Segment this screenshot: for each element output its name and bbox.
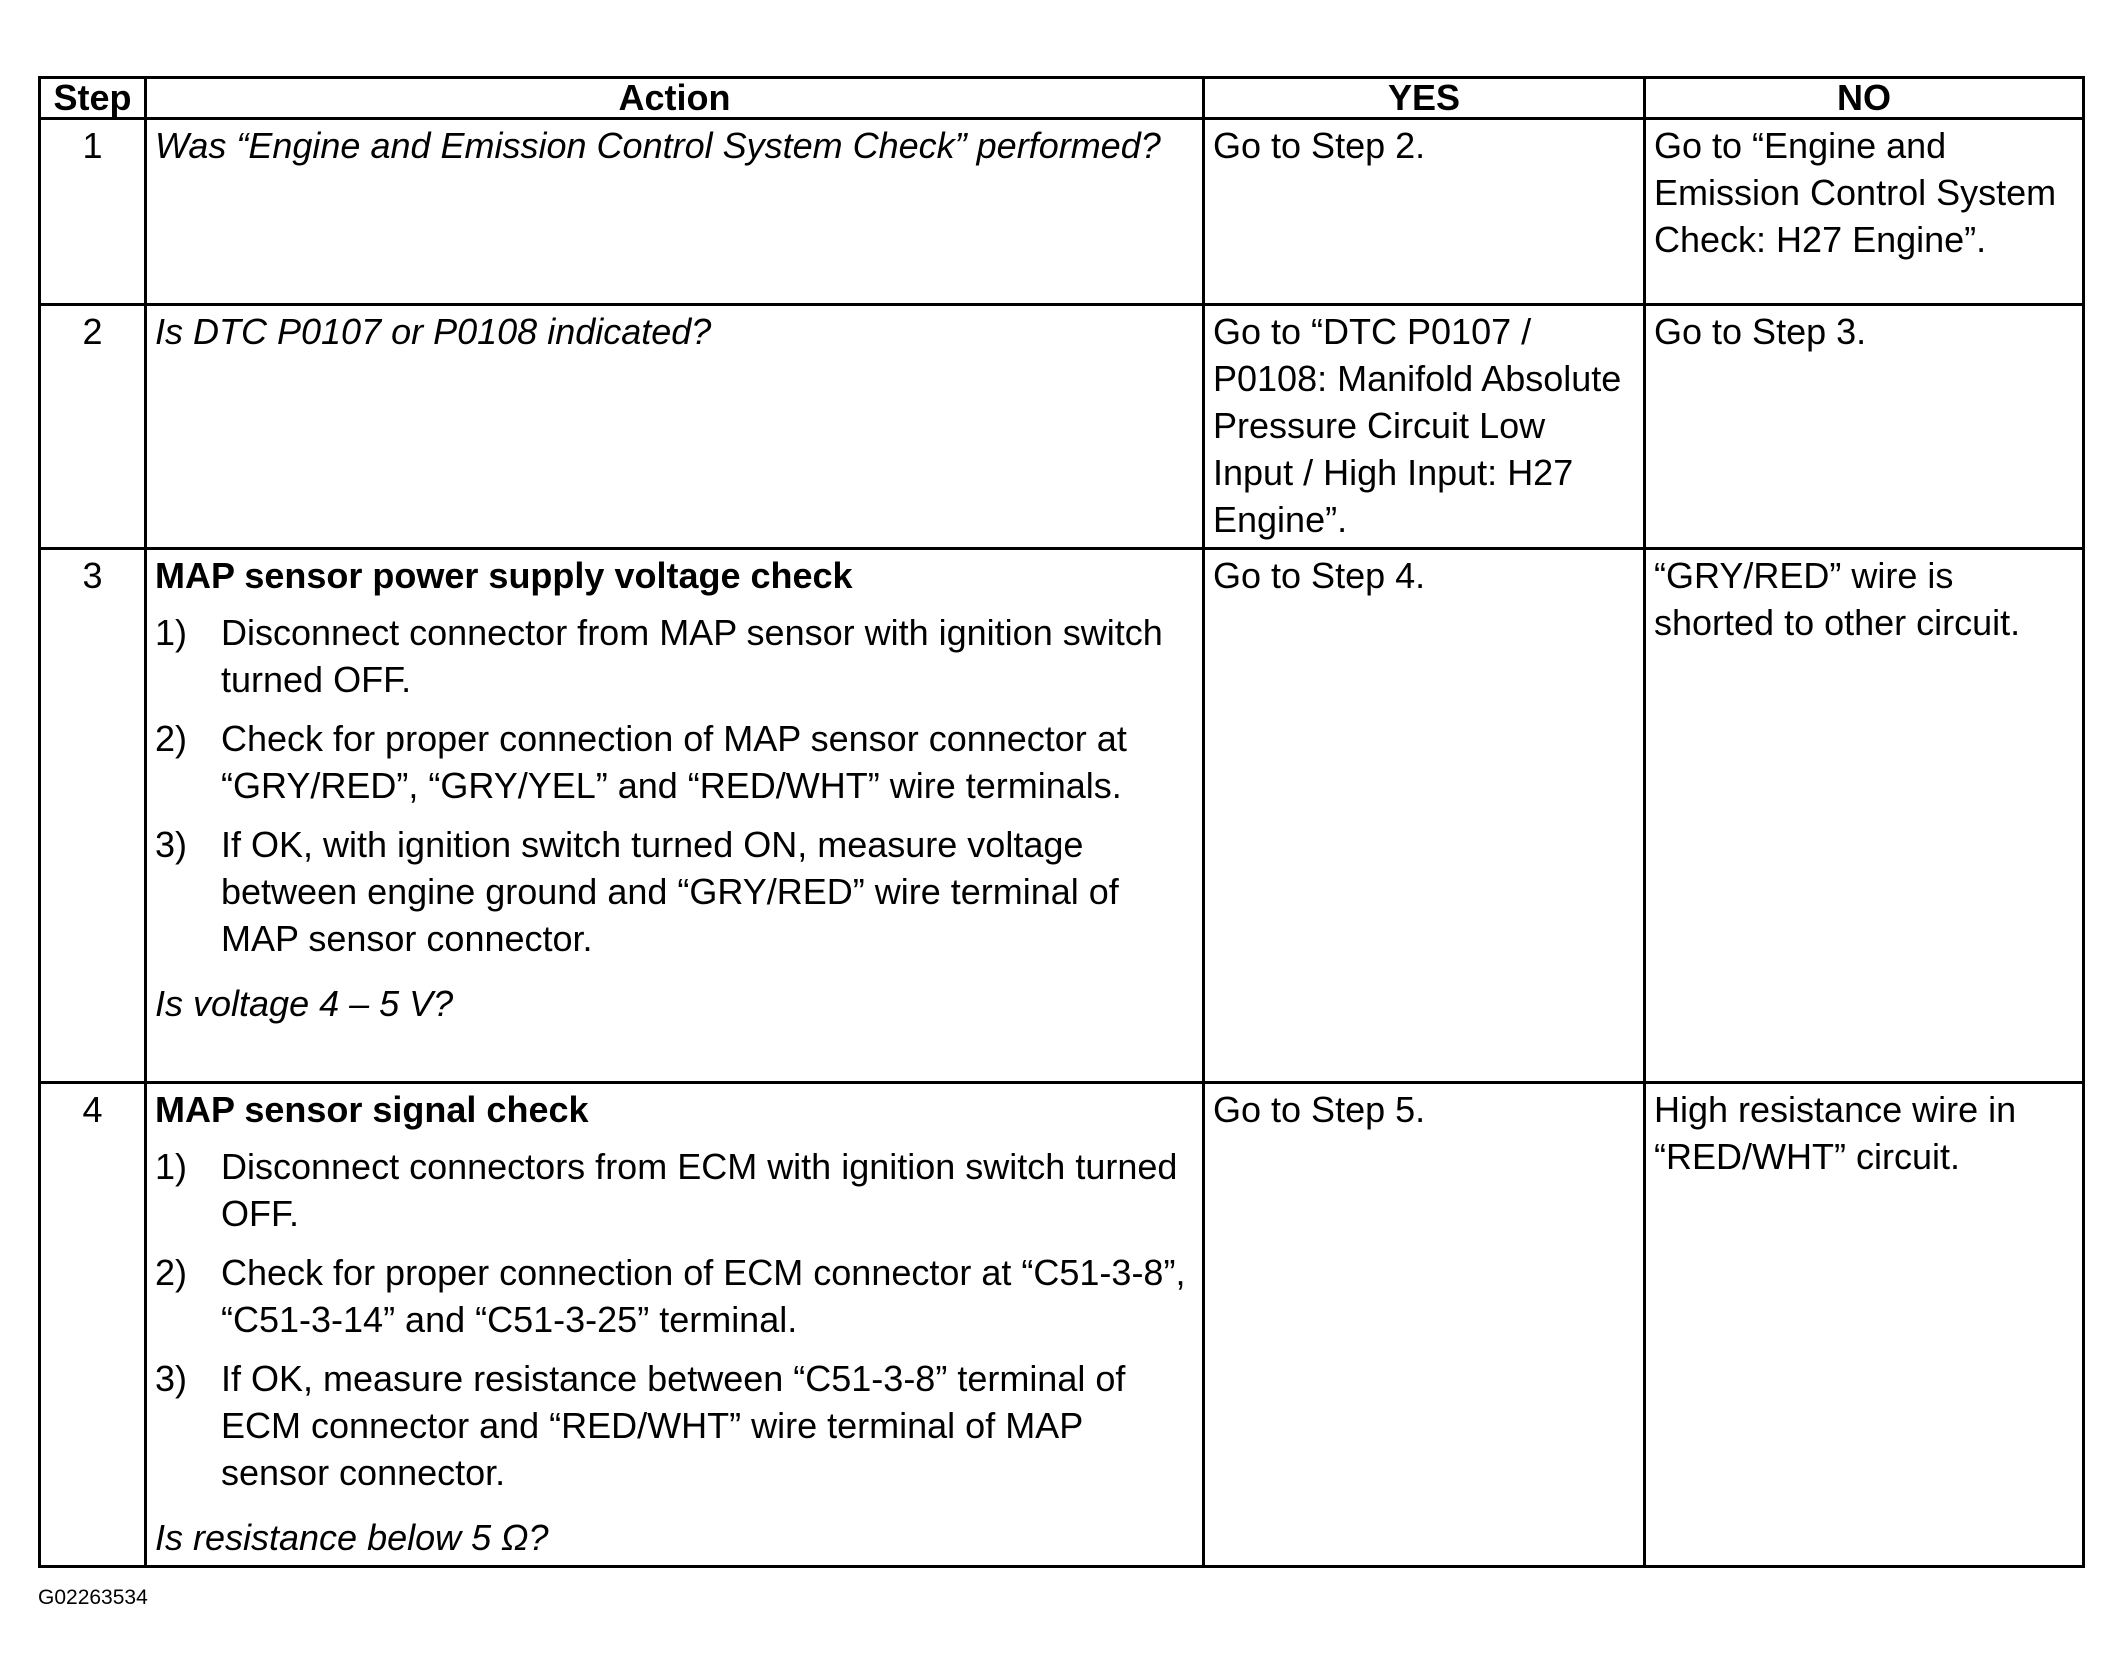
substep-number: 1) (155, 1146, 188, 1187)
table-row (40, 1083, 2084, 1567)
step-title: MAP sensor signal check (155, 1089, 589, 1130)
no-cell: Go to Step 3. (1645, 305, 2084, 549)
action-cell (146, 305, 1204, 549)
step-number: 1 (40, 119, 146, 305)
yes-cell: Go to Step 2. (1204, 119, 1645, 305)
substep-text: Disconnect connectors from ECM with ignition switch turned OFF. (221, 1146, 1178, 1234)
substep-number: 3) (155, 1358, 188, 1399)
action-question: Is resistance below 5 Ω? (155, 1517, 549, 1558)
action-question: Was “Engine and Emission Control System Check” performed? (155, 125, 1161, 166)
substep (155, 609, 1194, 703)
action-question: Is voltage 4 – 5 V? (155, 983, 454, 1024)
substep (155, 1355, 1194, 1496)
step-number: 3 (40, 549, 146, 1083)
table-row (40, 119, 2084, 305)
header-yes: YES (1204, 78, 1645, 119)
substep-text: If OK, measure resistance between “C51-3-8” terminal of ECM connector and “RED/WHT” wire terminal of MAP sensor connector. (221, 1358, 1126, 1493)
step-number: 2 (40, 305, 146, 549)
substep (155, 821, 1194, 962)
yes-cell: Go to Step 5. (1204, 1083, 1645, 1567)
substep-text: Check for proper connection of MAP sensor connector at “GRY/RED”, “GRY/YEL” and “RED/WHT” wire terminals. (221, 718, 1127, 806)
no-cell: Go to “Engine and Emission Control System Check: H27 Engine”. (1645, 119, 2084, 305)
yes-cell: Go to Step 4. (1204, 549, 1645, 1083)
substep (155, 1143, 1194, 1237)
action-cell (146, 1083, 1204, 1567)
substep-number: 1) (155, 612, 188, 653)
yes-cell: Go to “DTC P0107 / P0108: Manifold Absolute Pressure Circuit Low Input / High Input: H27 Engine”. (1204, 305, 1645, 549)
substep-number: 2) (155, 1252, 188, 1293)
action-question: Is DTC P0107 or P0108 indicated? (155, 311, 712, 352)
substep-number: 3) (155, 824, 188, 865)
action-cell (146, 549, 1204, 1083)
header-no: NO (1645, 78, 2084, 119)
substep (155, 1249, 1194, 1343)
substep-text: Disconnect connector from MAP sensor with ignition switch turned OFF. (221, 612, 1163, 700)
step-number: 4 (40, 1083, 146, 1567)
action-cell (146, 119, 1204, 305)
substep-text: If OK, with ignition switch turned ON, measure voltage between engine ground and “GRY/RED” wire terminal of MAP sensor connector. (221, 824, 1119, 959)
substep-number: 2) (155, 718, 188, 759)
substep-list (155, 1143, 1194, 1496)
table-row (40, 549, 2084, 1083)
header-step: Step (40, 78, 146, 119)
header-action: Action (146, 78, 1204, 119)
no-cell: “GRY/RED” wire is shorted to other circuit. (1645, 549, 2084, 1083)
no-cell: High resistance wire in “RED/WHT” circuit. (1645, 1083, 2084, 1567)
substep-list (155, 609, 1194, 962)
substep (155, 715, 1194, 809)
troubleshooting-table (38, 76, 2085, 1568)
table-header-row (40, 78, 2084, 119)
substep-text: Check for proper connection of ECM connector at “C51-3-8”, “C51-3-14” and “C51-3-25” terminal. (221, 1252, 1186, 1340)
figure-id-label: G02263534 (38, 1586, 148, 1609)
step-title: MAP sensor power supply voltage check (155, 555, 853, 596)
table-row (40, 305, 2084, 549)
